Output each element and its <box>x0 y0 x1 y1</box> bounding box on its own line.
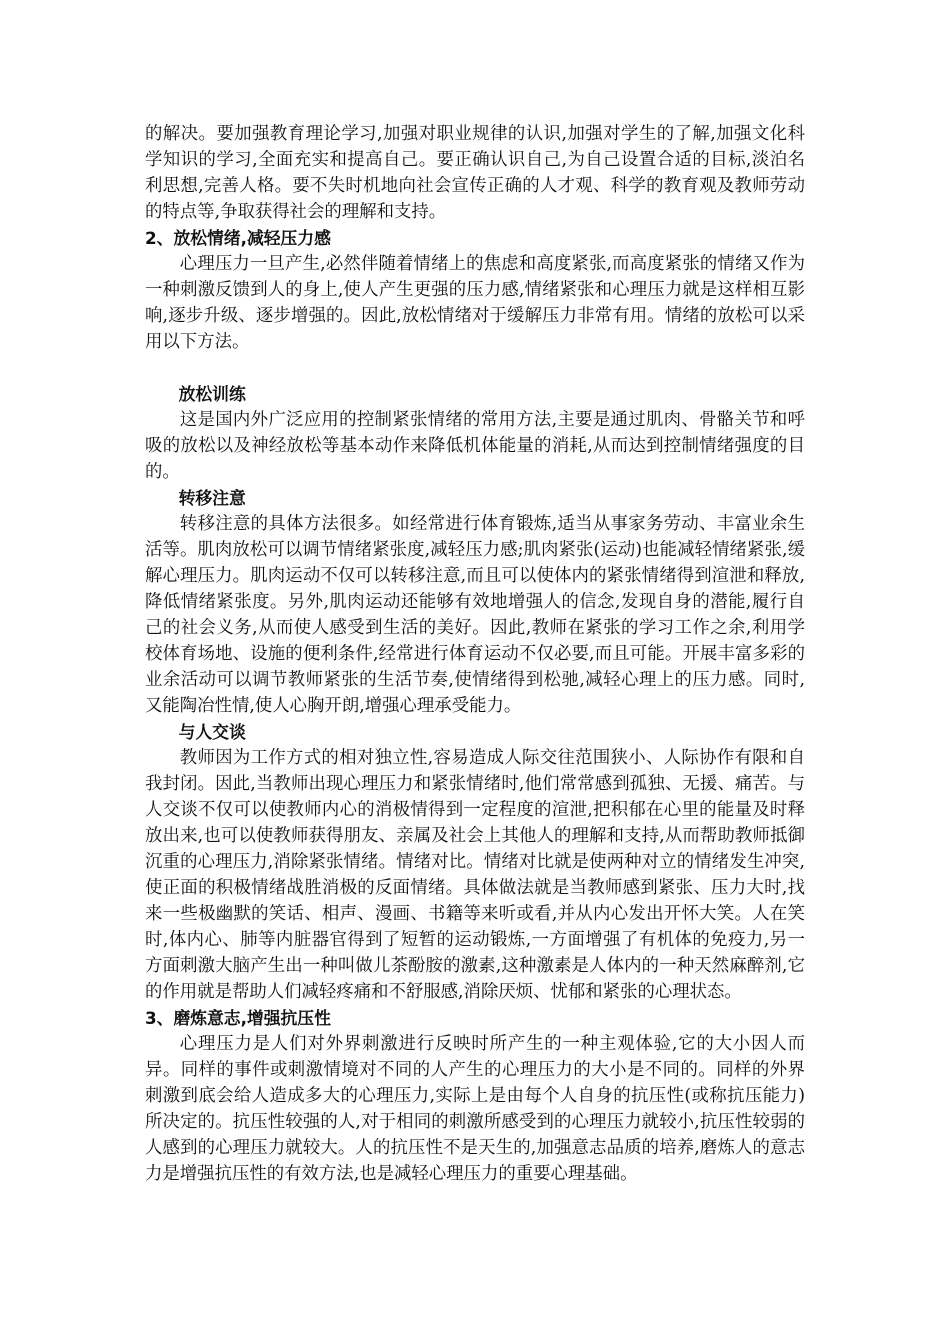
paragraph-shift-attention: 转移注意的具体方法很多。如经常进行体育锻炼,适当从事家务劳动、丰富业余生活等。肌肉放松可以调节情绪紧张度,减轻压力感;肌肉紧张(运动)也能减轻情绪紧张,缓解心理压力。肌肉运动不仅可以转移注意,而且可以使体内的紧张情绪得到渲泄和释放,降低情绪紧张度。另外,肌肉运动还能够有效地增强人的信念,发现自身的潜能,履行自己的社会义务,从而使人感受到生活的美好。因此,教师在紧张的学习工作之余,利用学校体育场地、设施的便利条件,经常进行体育运动不仅必要,而且可能。开展丰富多彩的业余活动可以调节教师紧张的生活节奏,使情绪得到松驰,减轻心理上的压力感。同时,又能陶冶性情,使人心胸开朗,增强心理承受能力。 <box>145 514 805 716</box>
paragraph-talk-with-others: 教师因为工作方式的相对独立性,容易造成人际交往范围狭小、人际协作有限和自我封闭。因此,当教师出现心理压力和紧张情绪时,他们常常感到孤独、无援、痛苦。与人交谈不仅可以使教师内心的消极情得到一定程度的渲泄,把积郁在心里的能量及时释放出来,也可以使教师获得朋友、亲属及社会上其他人的理解和支持,从而帮助教师抵御沉重的心理压力,消除紧张情绪。情绪对比。情绪对比就是使两种对立的情绪发生冲突,使正面的积极情绪战胜消极的反面情绪。具体做法就是当教师感到紧张、压力大时,找来一些极幽默的笑话、相声、漫画、书籍等来听或看,并从内心发出开怀大笑。人在笑时,体内心、肺等内脏器官得到了短暂的运动锻炼,一方面增强了有机体的免疫力,另一方面刺激大脑产生出一种叫做儿茶酚胺的激素,这种激素是人体内的一种天然麻醉剂,它的作用就是帮助人们减轻疼痛和不舒服感,消除厌烦、忧郁和紧张的心理状态。 <box>145 748 805 1002</box>
subheading-shift-attention: 转移注意 <box>178 488 246 508</box>
paragraph-continued-intro: 的解决。要加强教育理论学习,加强对职业规律的认识,加强对学生的了解,加强文化科学知识的学习,全面充实和提高自己。要正确认识自己,为自己设置合适的目标,淡泊名利思想,完善人格。要不失时机地向社会宣传正确的人才观、科学的教育观及教师劳动的特点等,争取获得社会的理解和支持。 <box>145 124 805 222</box>
subheading-relax-training: 放松训练 <box>178 384 246 404</box>
blank-line <box>145 355 805 381</box>
paragraph-relax-intro: 心理压力一旦产生,必然伴随着情绪上的焦虑和高度紧张,而高度紧张的情绪又作为一种刺激反馈到人的身上,使人产生更强的压力感,情绪紧张和心理压力就是这样相互影响,逐步升级、逐步增强的。因此,放松情绪对于缓解压力非常有用。情绪的放松可以采用以下方法。 <box>145 254 805 352</box>
section-heading-2: 2、放松情绪,减轻压力感 <box>145 228 331 248</box>
paragraph-willpower: 心理压力是人们对外界刺激进行反映时所产生的一种主观体验,它的大小因人而异。同样的事件或刺激情境对不同的人产生的心理压力的大小是不同的。同样的外界刺激到底会给人造成多大的心理压力,实际上是由每个人自身的抗压性(或称抗压能力)所决定的。抗压性较强的人,对于相同的刺激所感受到的心理压力就较小,抗压性较弱的人感到的心理压力就较大。人的抗压性不是天生的,加强意志品质的培养,磨炼人的意志力是增强抗压性的有效方法,也是减轻心理压力的重要心理基础。 <box>145 1034 805 1184</box>
section-heading-3: 3、磨炼意志,增强抗压性 <box>145 1008 331 1028</box>
subheading-talk-with-others: 与人交谈 <box>178 722 246 742</box>
document-page <box>145 121 805 1187</box>
paragraph-relax-training: 这是国内外广泛应用的控制紧张情绪的常用方法,主要是通过肌肉、骨骼关节和呼吸的放松以及神经放松等基本动作来降低机体能量的消耗,从而达到控制情绪强度的目的。 <box>145 410 805 482</box>
